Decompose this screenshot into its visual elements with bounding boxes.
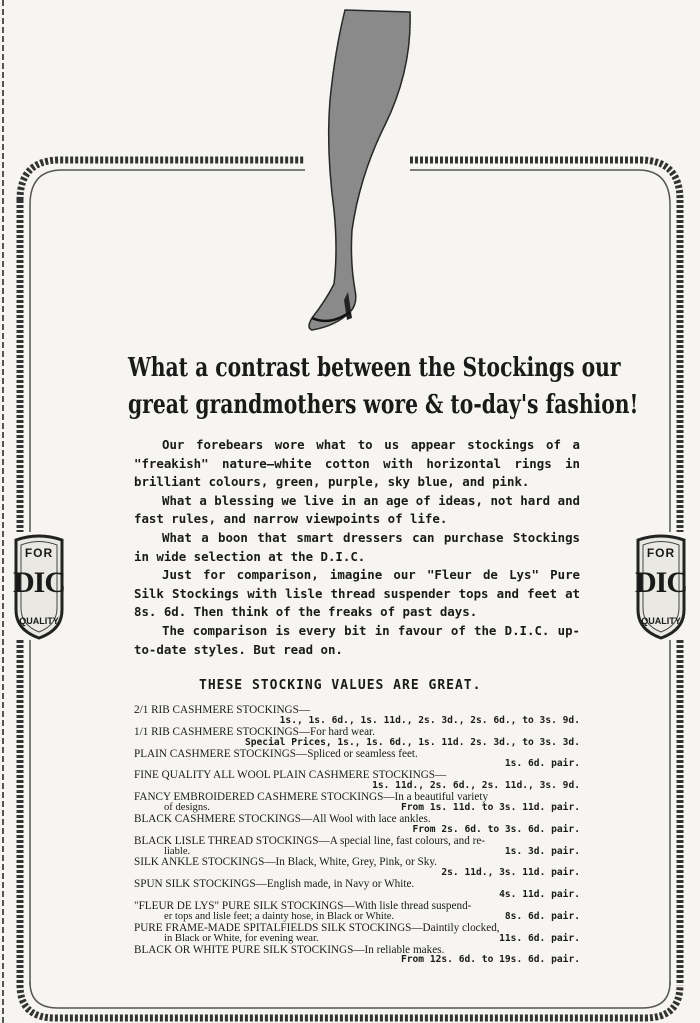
item-price: 1s. 6d. pair. (504, 758, 580, 770)
item-description: BLACK LISLE THREAD STOCKINGS—A special line, fast colours, and re- (134, 834, 486, 847)
item-price: 8s. 6d. pair. (504, 910, 580, 922)
badge-quality-text: QUALITY (19, 616, 59, 626)
price-list-item (134, 814, 580, 836)
item-price-line (134, 955, 580, 966)
item-description-continued: in Black or White, for evening wear. (164, 932, 319, 944)
intro-paragraph: Our forebears wore what to us appear stockings of a "freakish" nature—white cotton with horizontal rings in brilliant colours, green, purple, sky blue, and pink. (134, 437, 580, 490)
badge-dic-text: DIC (12, 566, 65, 599)
item-price: 1s., 1s. 6d., 1s. 11d., 2s. 3d., 2s. 6d., to 3s. 9d. (279, 714, 580, 726)
price-list-item (134, 770, 580, 792)
price-list-item (134, 923, 580, 945)
item-description: BLACK OR WHITE PURE SILK STOCKINGS—In reliable makes. (134, 943, 445, 956)
headline-line-1: What a contrast between the Stockings our (128, 353, 621, 383)
values-subheading: THESE STOCKING VALUES ARE GREAT. (199, 678, 482, 693)
badge-for-text: FOR (24, 546, 54, 560)
item-price: Special Prices, 1s., 1s. 6d., 1s. 11d. 2s. 3d., to 3s. 3d. (244, 736, 580, 748)
item-description: PLAIN CASHMERE STOCKINGS—Spliced or seamless feet. (134, 747, 418, 760)
item-description: PURE FRAME-MADE SPITALFIELDS SILK STOCKINGS—Daintily clocked, (134, 921, 500, 934)
intro-paragraph: The comparison is every bit in favour of the D.I.C. up-to-date styles. But read on. (134, 622, 580, 657)
price-list-item (134, 792, 580, 814)
intro-paragraph: What a blessing we live in an age of ideas, not hard and fast rules, and narrow viewpoints of life. (134, 492, 580, 527)
item-description-continued: er tops and lisle feet; a dainty hose, in Black or White. (164, 910, 395, 922)
intro-paragraph: Just for comparison, imagine our "Fleur de Lys" Pure Silk Stockings with lisle thread suspender tops and feet at 8s. 6d. Then think of the freaks of past days. (134, 567, 580, 620)
badge-dic-text: DIC (634, 566, 687, 599)
item-price: 2s. 11d., 3s. 11d. pair. (441, 867, 580, 879)
price-list-item (134, 879, 580, 901)
item-description: SILK ANKLE STOCKINGS—In Black, White, Grey, Pink, or Sky. (134, 856, 437, 869)
price-list-item (134, 836, 580, 858)
price-list-item (134, 945, 580, 967)
price-list (134, 705, 580, 966)
item-description: FINE QUALITY ALL WOOL PLAIN CASHMERE STOCKINGS— (134, 769, 447, 782)
item-price-line (134, 934, 580, 945)
item-description-continued: of designs. (164, 802, 210, 814)
price-list-item (134, 727, 580, 749)
item-price: 11s. 6d. pair. (499, 932, 580, 944)
item-description: FANCY EMBROIDERED CASHMERE STOCKINGS—In a beautiful variety (134, 791, 489, 804)
item-price-line (134, 738, 580, 749)
item-price: From 2s. 6d. to 3s. 6d. pair. (412, 823, 580, 835)
item-price: From 12s. 6d. to 19s. 6d. pair. (400, 954, 580, 966)
item-description: "FLEUR DE LYS" PURE SILK STOCKINGS—With lisle thread suspend- (134, 900, 472, 913)
item-price: 1s. 3d. pair. (504, 845, 580, 857)
headline (128, 350, 639, 424)
dic-quality-badge-left (10, 532, 68, 640)
item-description: 2/1 RIB CASHMERE STOCKINGS— (134, 704, 311, 716)
intro-text (134, 436, 580, 659)
price-list-item (134, 705, 580, 727)
badge-quality-text: QUALITY (641, 616, 681, 626)
price-list-item (134, 749, 580, 771)
badge-for-text: FOR (646, 546, 676, 560)
intro-paragraph: What a boon that smart dressers can purchase Stockings in wide selection at the D.I.C. (134, 529, 580, 564)
headline-line-2: great grandmothers wore & to-day's fashion! (128, 390, 639, 420)
item-description: BLACK CASHMERE STOCKINGS—All Wool with lace ankles. (134, 812, 431, 825)
dic-quality-badge-right (632, 532, 690, 640)
price-list-item (134, 901, 580, 923)
item-description: SPUN SILK STOCKINGS—English made, in Navy or White. (134, 878, 415, 891)
item-price: 1s. 11d., 2s. 6d., 2s. 11d., 3s. 9d. (372, 780, 580, 792)
stocking-leg-illustration (309, 10, 410, 330)
item-description-continued: liable. (164, 845, 191, 857)
price-list-item (134, 857, 580, 879)
item-price: 4s. 11d. pair. (499, 889, 580, 901)
item-price: From 1s. 11d. to 3s. 11d. pair. (400, 802, 580, 814)
item-description: 1/1 RIB CASHMERE STOCKINGS—For hard wear. (134, 725, 375, 738)
